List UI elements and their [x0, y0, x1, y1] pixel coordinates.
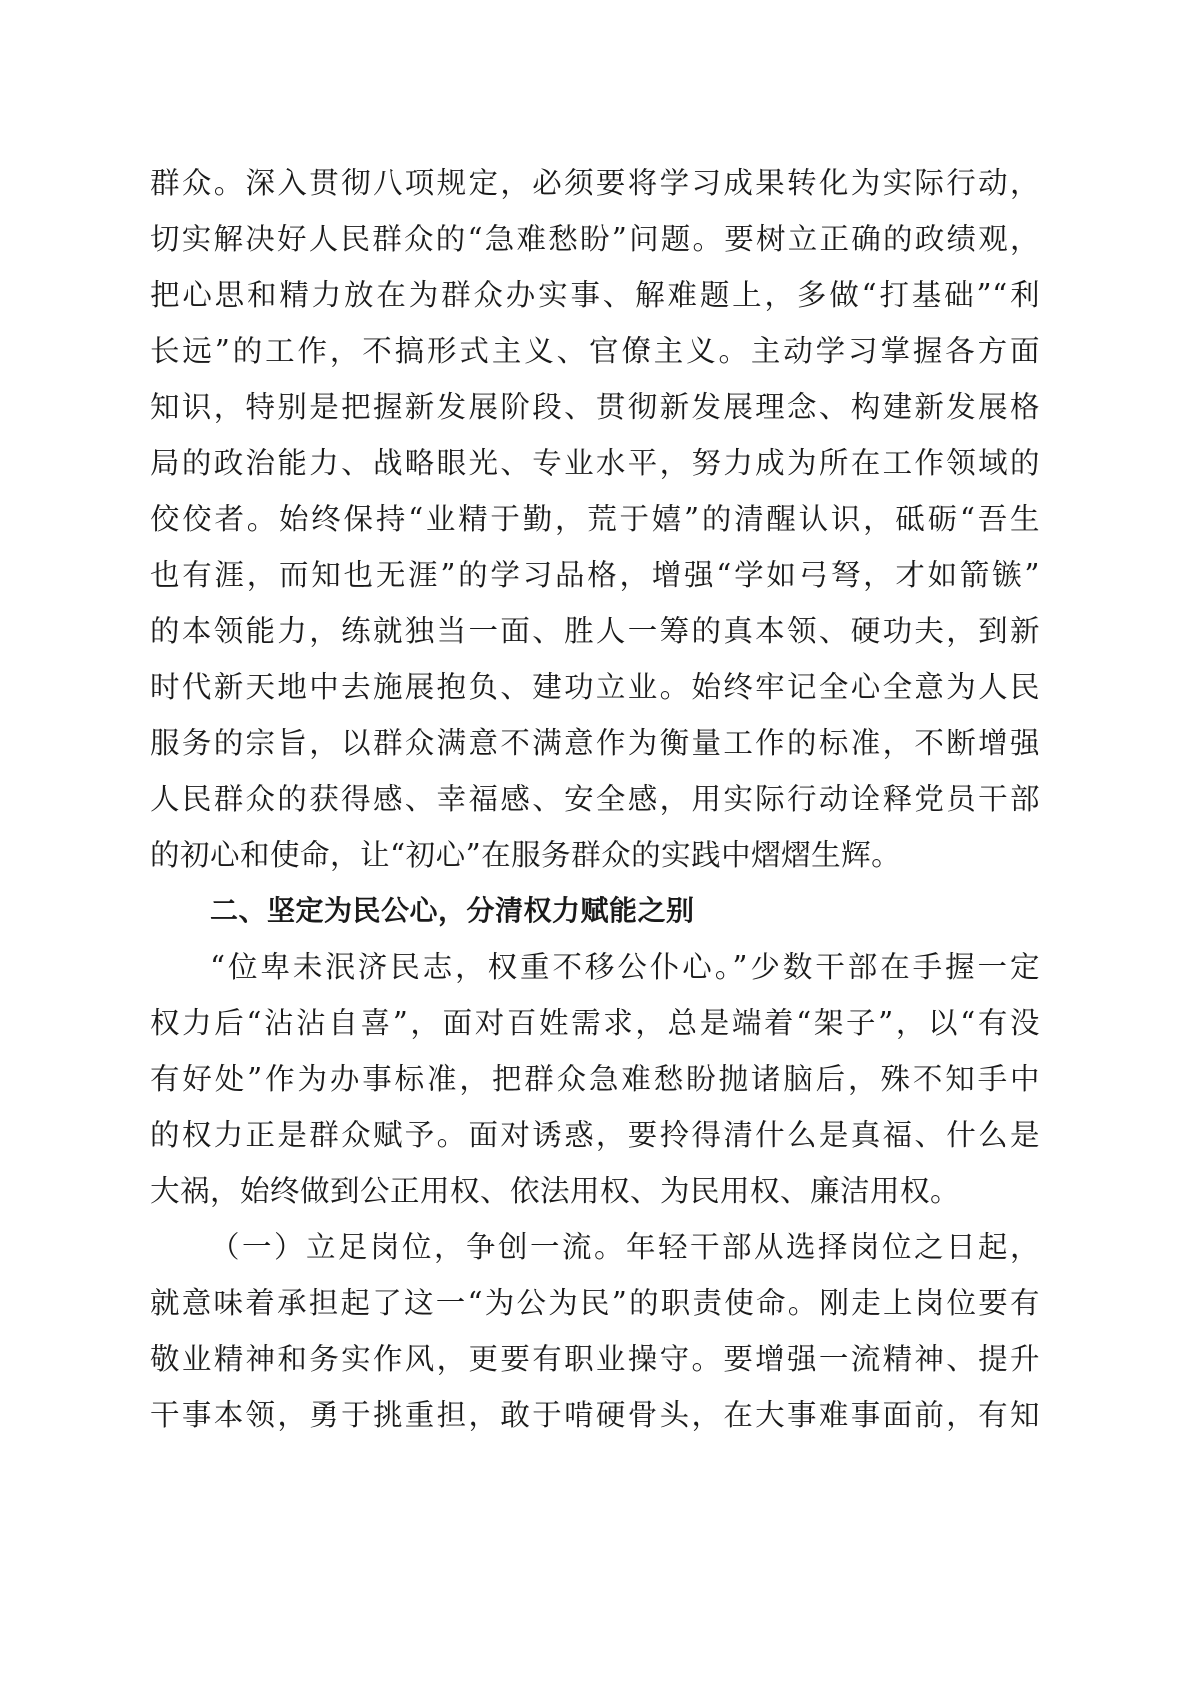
text-line: 敬业精神和务实作风，更要有职业操守。要增强一流精神、提升: [150, 1342, 1040, 1376]
text-line: （一）立足岗位，争创一流。年轻干部从选择岗位之日起，: [210, 1230, 1040, 1264]
text-line: “位卑未泯济民志，权重不移公仆心。”少数干部在手握一定: [210, 950, 1040, 984]
text-line: 就意味着承担起了这一“为公为民”的职责使命。刚走上岗位要有: [150, 1286, 1040, 1320]
text-line: 长远”的工作，不搞形式主义、官僚主义。主动学习掌握各方面: [150, 334, 1040, 368]
text-line: 大祸，始终做到公正用权、依法用权、为民用权、廉洁用权。: [150, 1174, 961, 1208]
text-line: 权力后“沾沾自喜”，面对百姓需求，总是端着“架子”，以“有没: [150, 1006, 1040, 1040]
text-line: 佼佼者。始终保持“业精于勤，荒于嬉”的清醒认识，砥砺“吾生: [150, 502, 1040, 536]
text-line: 干事本领，勇于挑重担，敢于啃硬骨头，在大事难事面前，有知: [150, 1398, 1040, 1432]
text-line: 知识，特别是把握新发展阶段、贯彻新发展理念、构建新发展格: [150, 390, 1040, 424]
text-line: 也有涯，而知也无涯”的学习品格，增强“学如弓弩，才如箭镞”: [150, 558, 1040, 592]
text-line: 的权力正是群众赋予。面对诱惑，要拎得清什么是真福、什么是: [150, 1118, 1040, 1152]
paragraph-subsection-one: [150, 1219, 1040, 1443]
text-line: 时代新天地中去施展抱负、建功立业。始终牢记全心全意为人民: [150, 670, 1040, 704]
text-line: 群众。深入贯彻八项规定，必须要将学习成果转化为实际行动，: [150, 166, 1040, 200]
text-line: 局的政治能力、战略眼光、专业水平，努力成为所在工作领域的: [150, 446, 1040, 480]
paragraph-section-intro: [150, 939, 1040, 1219]
text-line: 把心思和精力放在为群众办实事、解难题上，多做“打基础”“利: [150, 278, 1040, 312]
text-line: 人民群众的获得感、幸福感、安全感，用实际行动诠释党员干部: [150, 782, 1040, 816]
text-line: 的初心和使命，让“初心”在服务群众的实践中熠熠生辉。: [150, 838, 902, 872]
text-line: 的本领能力，练就独当一面、胜人一筹的真本领、硬功夫，到新: [150, 614, 1040, 648]
text-line: 切实解决好人民群众的“急难愁盼”问题。要树立正确的政绩观，: [150, 222, 1040, 256]
text-line: 服务的宗旨，以群众满意不满意作为衡量工作的标准，不断增强: [150, 726, 1040, 760]
section-heading: 二、坚定为民公心，分清权力赋能之别: [210, 894, 695, 927]
document-body: [150, 155, 1040, 1443]
paragraph-continuation: [150, 155, 1040, 883]
text-line: 有好处”作为办事标准，把群众急难愁盼抛诸脑后，殊不知手中: [150, 1062, 1040, 1096]
